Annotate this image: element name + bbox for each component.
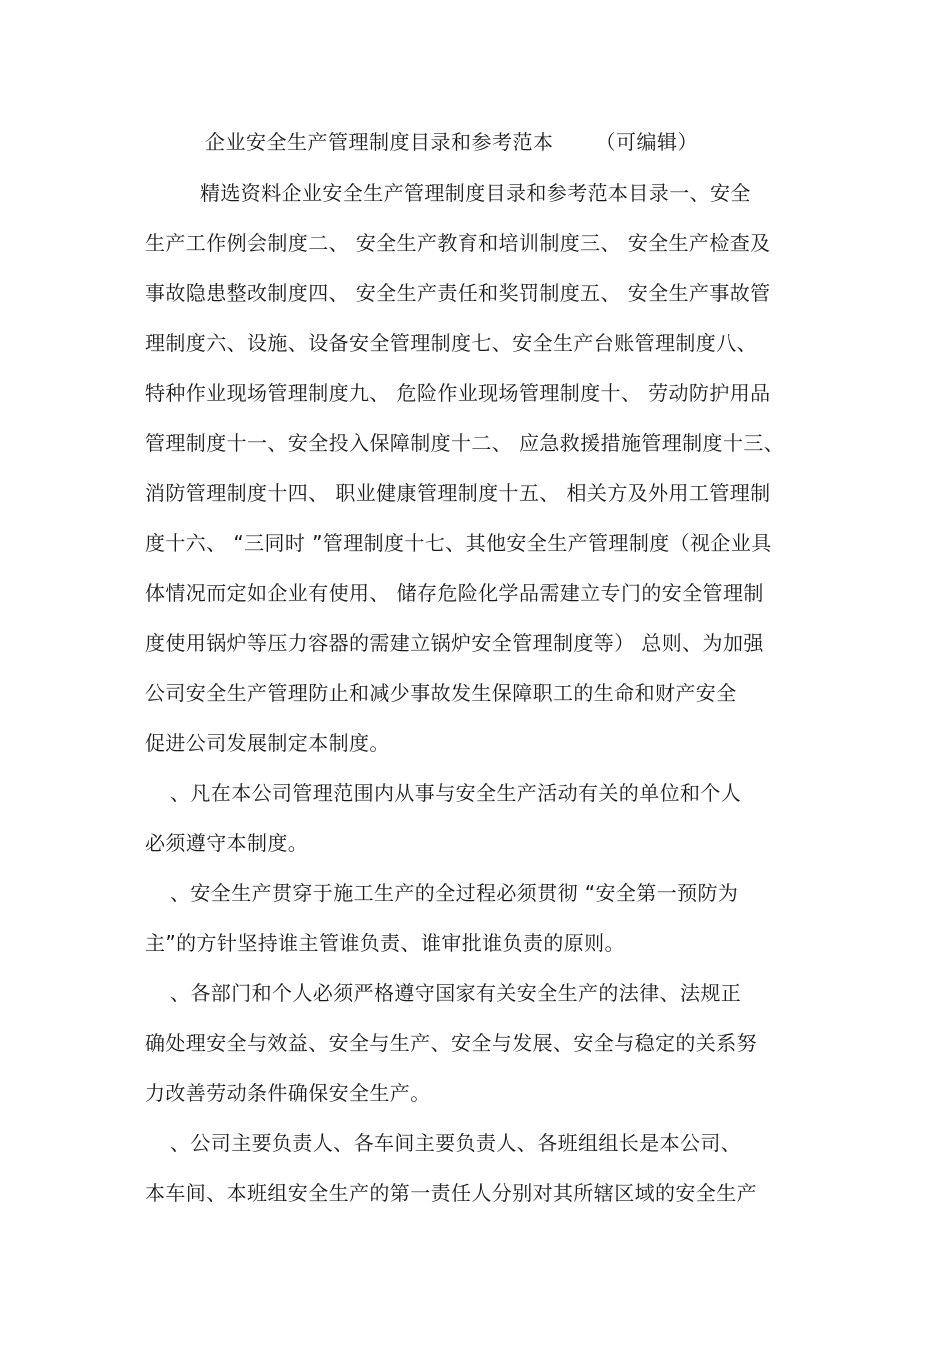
- body-line: 度使用锅炉等压力容器的需建立锅炉安全管理制度等） 总则、为加强: [145, 631, 764, 655]
- body-line: 必须遵守本制度。: [145, 831, 309, 855]
- body-line: 促进公司发展制定本制度。: [145, 731, 390, 755]
- body-line: 体情况而定如企业有使用、 储存危险化学品需建立专门的安全管理制: [145, 581, 764, 605]
- body-line: 本车间、本班组安全生产的第一责任人分别对其所辖区域的安全生产: [145, 1181, 757, 1205]
- title-main: 企业安全生产管理制度目录和参考范本: [205, 130, 554, 154]
- body-line: 确处理安全与效益、安全与生产、安全与发展、安全与稳定的关系努: [145, 1031, 757, 1055]
- body-line: 特种作业现场管理制度九、 危险作业现场管理制度十、 劳动防护用品: [145, 381, 771, 405]
- body-line: 主”的方针坚持谁主管谁负责、谁审批谁负责的原则。: [145, 931, 625, 955]
- body-line: 力改善劳动条件确保安全生产。: [145, 1081, 431, 1105]
- body-line: 度十六、 “三同时 ”管理制度十七、其他安全生产管理制度（视企业具: [145, 531, 772, 555]
- body-line: 理制度六、设施、设备安全管理制度七、安全生产台账管理制度八、: [145, 331, 757, 355]
- body-line: 、公司主要负责人、各车间主要负责人、各班组组长是本公司、: [170, 1131, 742, 1155]
- body-line: 、安全生产贯穿于施工生产的全过程必须贯彻 “安全第一预防为: [170, 881, 739, 905]
- document-title: [205, 128, 698, 156]
- body-line: 公司安全生产管理防止和减少事故发生保障职工的生命和财产安全: [145, 681, 737, 705]
- body-line: 、各部门和个人必须严格遵守国家有关安全生产的法律、法规正: [170, 981, 742, 1005]
- body-line: 精选资料企业安全生产管理制度目录和参考范本目录一、安全: [200, 181, 751, 205]
- body-line: 事故隐患整改制度四、 安全生产责任和奖罚制度五、 安全生产事故管: [145, 281, 771, 305]
- body-line: 消防管理制度十四、 职业健康管理制度十五、 相关方及外用工管理制: [145, 481, 771, 505]
- title-suffix: （可编辑）: [595, 130, 698, 154]
- body-line: 生产工作例会制度二、 安全生产教育和培训制度三、 安全生产检查及: [145, 231, 771, 255]
- body-line: 管理制度十一、安全投入保障制度十二、 应急救援措施管理制度十三、: [145, 431, 785, 455]
- body-line: 、凡在本公司管理范围内从事与安全生产活动有关的单位和个人: [170, 781, 742, 805]
